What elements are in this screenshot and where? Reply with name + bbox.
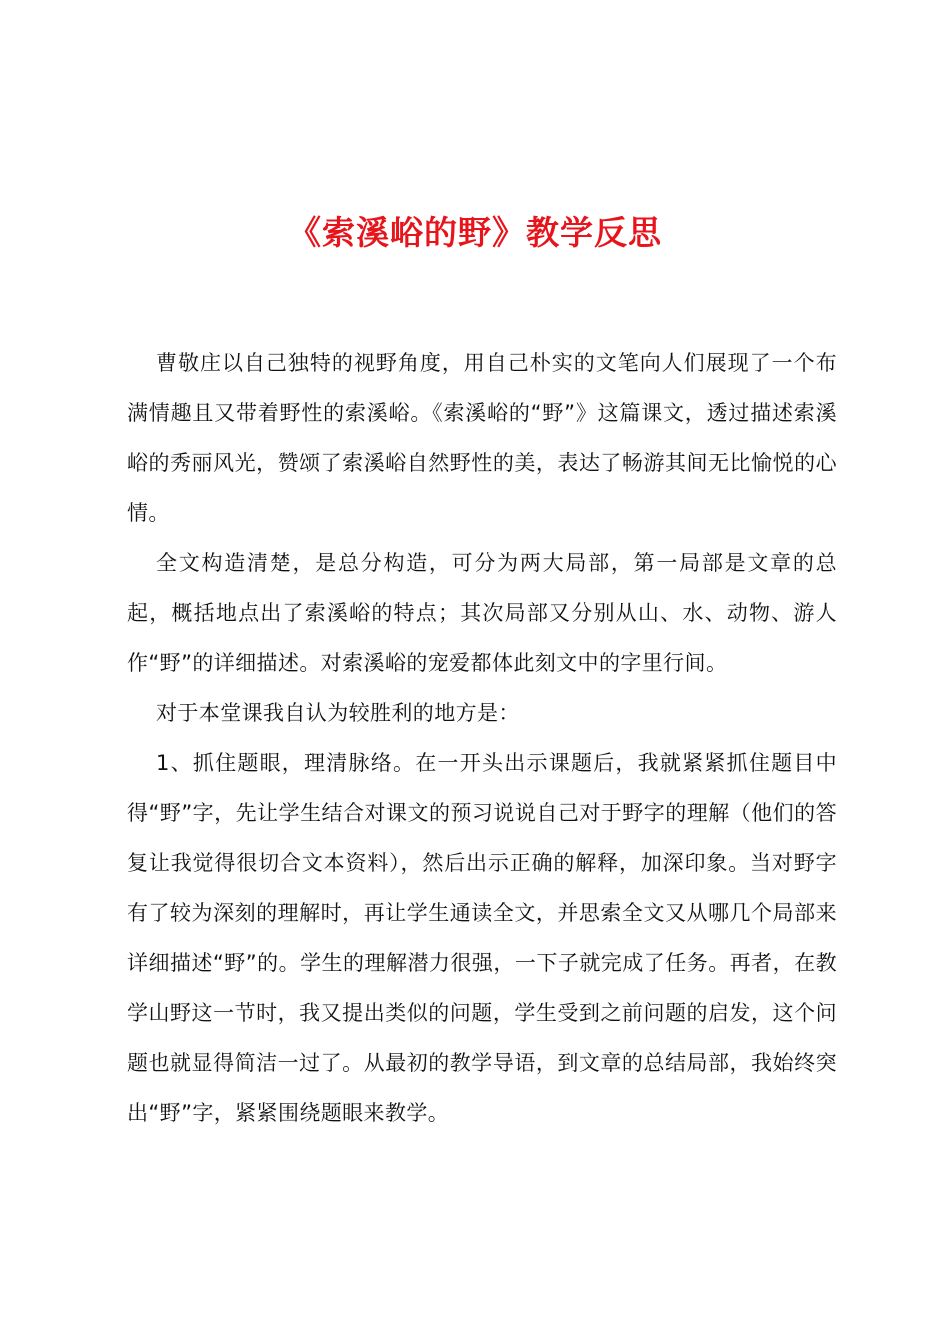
paragraph-intro: 曹敬庄以自己独特的视野角度，用自己朴实的文笔向人们展现了一个布满情趣且又带着野性的索溪峪。《索溪峪的“野”》这篇课文，透过描述索溪峪的秀丽风光，赞颂了索溪峪自然野性的美，表达了畅游其间无比愉悦的心情。	[127, 351, 837, 525]
paragraph-success-lead: 对于本堂课我自认为较胜利的地方是：	[156, 701, 520, 725]
document-title: 《索溪峪的野》教学反思	[288, 213, 662, 252]
paragraph-structure: 全文构造清楚，是总分构造，可分为两大局部，第一局部是文章的总起，概括地点出了索溪峪的特点；其次局部又分别从山、水、动物、游人作“野”的详细描述。对索溪峪的宠爱都体此刻文中的字里行间。	[127, 551, 837, 675]
paragraph-point-1: 1、抓住题眼，理清脉络。在一开头出示课题后，我就紧紧抓住题目中得“野”字，先让学生结合对课文的预习说说自己对于野字的理解（他们的答复让我觉得很切合文本资料），然后出示正确的解释，加深印象。当对野字有了较为深刻的理解时，再让学生通读全文，并思索全文又从哪几个局部来详细描述“野”的。学生的理解潜力很强，一下子就完成了任务。再者，在教学山野这一节时，我又提出类似的问题，学生受到之前问题的启发，这个问题也就显得简洁一过了。从最初的教学导语，到文章的总结局部，我始终突出“野”字，紧紧围绕题眼来教学。	[127, 751, 837, 1125]
document-body	[127, 338, 837, 1138]
